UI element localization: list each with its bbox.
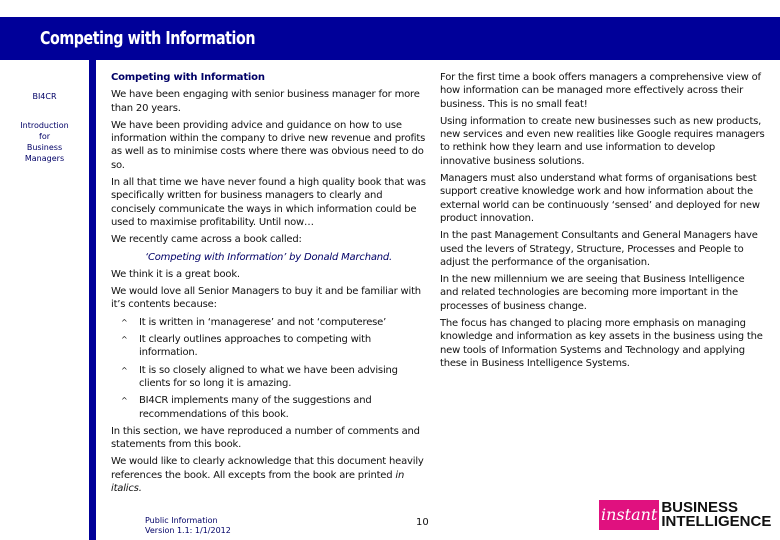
page-number: 10	[416, 517, 429, 528]
section-heading: Competing with Information	[111, 72, 265, 83]
version: Version 1.1: 1/1/2012	[145, 526, 231, 535]
list-item: ^ It clearly outlines approaches to competing with information.	[111, 333, 429, 360]
page-title: Competing with Information	[40, 28, 256, 49]
logo-line: INTELLIGENCE	[661, 513, 772, 530]
left-column	[111, 71, 429, 499]
paragraph: We would love all Senior Managers to buy it and be familiar with it’s contents because:	[111, 286, 421, 311]
logo-line: BUSINESS	[661, 499, 739, 516]
sidebar-line: Managers	[24, 154, 65, 163]
book-citation: ‘Competing with Information’ by Donald Marchand.	[145, 251, 393, 263]
title-band	[0, 17, 780, 60]
paragraph: We think it is a great book.	[111, 268, 240, 280]
paragraph: We recently came across a book called:	[111, 234, 302, 246]
logo-instant: instant	[599, 500, 659, 530]
list-item: ^ BI4CR implements many of the suggestions and recommendations of this book.	[111, 394, 429, 421]
sidebar-line: Business	[26, 143, 63, 152]
classification: Public Information	[145, 516, 218, 525]
sidebar-line: Introduction	[20, 121, 69, 130]
brand-logo	[599, 500, 771, 530]
paragraph: Managers must also understand what forms of organisations best support creative knowledge work and how information about the external world can be continuously ‘sensed’ and deployed for new product innovation.	[440, 173, 760, 224]
paragraph: In the past Management Consultants and General Managers have used the levers of Strategy, Structure, Processes and People to adjust the performance of the organisation.	[440, 230, 758, 268]
paragraph: In all that time we have never found a high quality book that was specifically written for business managers to clearly and concisely communicate the ways in which information could be used to maximise profitability. Until now…	[111, 177, 426, 228]
sidebar-line: for	[39, 132, 50, 141]
divider-bar	[89, 60, 96, 540]
italic-text: in italics.	[111, 469, 405, 495]
paragraph: For the first time a book offers managers a comprehensive view of how information can be managed more effectively across their business. This is no small feat!	[440, 72, 761, 110]
paragraph: In the new millennium we are seeing that Business Intelligence and related technologies are becoming more important in the processes of business change.	[440, 274, 745, 312]
text: We would like to clearly acknowledge that this document heavily references the book. All excepts from the book are printed	[111, 456, 424, 481]
sidebar-org: BI4CR	[32, 92, 57, 101]
paragraph: We have been engaging with senior business manager for more than 20 years.	[111, 89, 420, 114]
paragraph: Using information to create new businesses such as new products, new services and even new realities like Google requires managers to rethink how they learn and use information to develop innovative business solutions.	[440, 115, 765, 167]
list-item: ^ It is so closely aligned to what we have been advising clients for so long it is amazing.	[111, 364, 429, 391]
list-item: ^ It is written in ‘managerese’ and not ‘computerese’	[111, 316, 429, 329]
footer-info	[145, 516, 231, 536]
paragraph: The focus has changed to placing more emphasis on managing knowledge and information as key assets in the business using the new tools of Information Systems and Technology and applying these in Business Intelligence Systems.	[440, 318, 763, 369]
sidebar-subtitle	[0, 120, 89, 164]
logo-text	[661, 501, 771, 529]
paragraph: In this section, we have reproduced a number of comments and statements from this book.	[111, 425, 420, 451]
paragraph: We have been providing advice and guidance on how to use information within the company to drive new revenue and profits as well as to minimise costs where there was obvious need to do so.	[111, 119, 426, 171]
reason-list	[111, 316, 429, 421]
paragraph	[111, 455, 429, 495]
right-column	[440, 71, 765, 374]
